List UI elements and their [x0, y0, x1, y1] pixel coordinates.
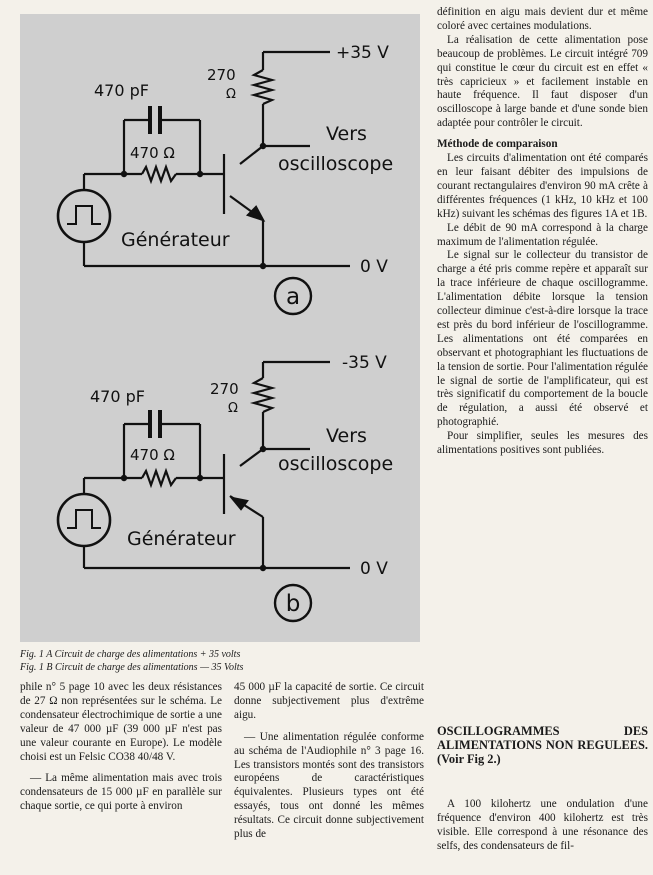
- output-label-line2-a: oscilloscope: [278, 153, 394, 175]
- figure-caption: [20, 648, 430, 674]
- paragraph: Pour simplifier, seules les mesures des alimentations positives sont publiées.: [437, 430, 648, 457]
- capacitor-label-b: 470 pF: [90, 387, 145, 406]
- diagram-label-a: a: [285, 284, 301, 310]
- figure-1: [20, 14, 420, 642]
- paragraph: Les circuits d'alimentation ont été comparés en leur faisant débiter des impulsions de courant rectangulaires d'environ 90 mA crête à différentes fréquences (1 kHz, 10 kHz et 100 kHz) suivant les schémas des figures 1A et 1B.: [437, 152, 648, 220]
- section-heading: OSCILLOGRAMMES DES ALIMENTATIONS NON REGULEES. (Voir Fig 2.): [437, 724, 648, 766]
- generator-label-a: Générateur: [121, 229, 230, 251]
- output-label-line1-a: Vers: [326, 123, 367, 145]
- paragraph: A 100 kilohertz une ondulation d'une fréquence d'environ 400 kilohertz est très visible. Elle correspond à une résonance des selfs, des condensateurs de fil-: [437, 798, 648, 852]
- load-resistor-unit-a: Ω: [226, 87, 236, 102]
- circuit-diagrams: [20, 14, 420, 642]
- section-heading: Méthode de comparaison: [437, 138, 558, 151]
- output-label-line1-b: Vers: [326, 425, 367, 447]
- generator-label-b: Générateur: [127, 528, 236, 550]
- ground-label-b: 0 V: [360, 559, 388, 579]
- paragraph: définition en aigu mais devient dur et même coloré avec certaines modulations.: [437, 6, 648, 32]
- paragraph: Le débit de 90 mA correspond à la charge maximum de l'alimentation régulée.: [437, 221, 648, 248]
- load-resistor-unit-b: Ω: [228, 401, 238, 416]
- right-text-column: [437, 6, 648, 458]
- load-resistor-value-a: 270: [207, 66, 236, 84]
- paragraph: Le signal sur le collecteur du transistor de charge a été pris comme repère et apparaît sur la trace inférieure de chaque oscillogramme. L'alimentation débite lorsque la tension collecteur diminue c'est-à-dire lorsque la trace est près du bord inférieur de l'oscillogramme. Les alimentations ont été comparées en observant et photographiant les fluctuations de la tension de sortie. Pour l'alimentation régulée le signal de sortie de l'amplificateur, qui est très significatif du comportement de la boucle de régulation, a aussi été observé et photographié.: [437, 249, 648, 429]
- paragraph: phile n° 5 page 10 avec les deux résistances de 27 Ω non représentées sur le schéma. Le condensateur électrochimique de sortie a une valeur de 47 000 µF (39 000 µF n'est pas une valeur courante en Europe). Le modèle choisi est un Felsic CO38 40/48 V.: [20, 681, 222, 763]
- diagram-label-b: b: [285, 591, 301, 617]
- paragraph: 45 000 µF la capacité de sortie. Ce circuit donne subjectivement plus d'extrême aigu.: [234, 681, 424, 721]
- paragraph: La réalisation de cette alimentation pose beaucoup de problèmes. Le circuit intégré 709 qui constitue le cœur du circuit est en effet « très capricieux » et facilement instable en haute fréquence. Il faut disposer d'un oscilloscope à large bande et d'une sonde bien adaptée pour contrôler le circuit.: [437, 33, 648, 130]
- ground-label-a: 0 V: [360, 257, 388, 277]
- caption-line-2: Fig. 1 B Circuit de charge des alimentations — 35 Volts: [20, 662, 244, 673]
- capacitor-label-a: 470 pF: [94, 81, 149, 100]
- output-label-line2-b: oscilloscope: [278, 453, 394, 475]
- bottom-text-column-1: [20, 681, 222, 814]
- bottom-text-column-2: [234, 681, 424, 842]
- load-resistor-value-b: 270: [210, 380, 239, 398]
- base-resistor-label-a: 470 Ω: [130, 144, 175, 162]
- paragraph: — La même alimentation mais avec trois condensateurs de 15 000 µF en parallèle sur chaque sortie, ce qui porte à environ: [20, 772, 222, 813]
- paragraph: — Une alimentation régulée conforme au schéma de l'Audiophile n° 3 page 16. Les transistors montés sont des transistors européens de caractéristiques équivalentes. Plusieurs types ont été essayés, tous ont donné les mêmes résultats. Ce circuit donne subjectivement plus de: [234, 730, 424, 841]
- supply-label-b: -35 V: [342, 353, 387, 373]
- supply-label-a: +35 V: [336, 43, 389, 63]
- bottom-text-column-3: [437, 681, 648, 854]
- caption-line-1: Fig. 1 A Circuit de charge des alimentations + 35 volts: [20, 649, 241, 660]
- base-resistor-label-b: 470 Ω: [130, 446, 175, 464]
